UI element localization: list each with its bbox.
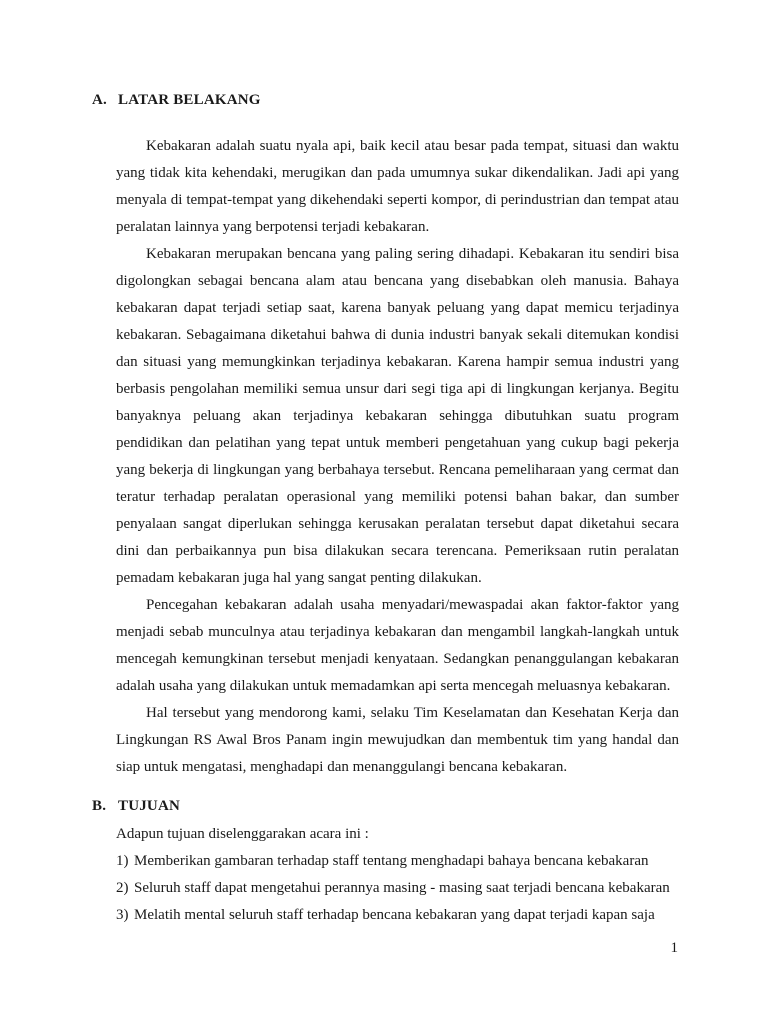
- paragraph: Kebakaran adalah suatu nyala api, baik kecil atau besar pada tempat, situasi dan waktu yang tidak kita kehendaki, merugikan dan pada umumnya sukar dikendalikan. Jadi api yang menyala di tempat-tempat yang dikehendaki seperti kompor, di perindustrian dan tempat atau peralatan lainnya yang berpotensi terjadi kebakaran.: [116, 138, 679, 235]
- section-a-body: [116, 133, 679, 781]
- section-b-body: [116, 821, 696, 929]
- section-b-number: B.: [92, 798, 107, 814]
- paragraph: Hal tersebut yang mendorong kami, selaku Tim Keselamatan dan Kesehatan Kerja dan Lingkungan RS Awal Bros Panam ingin mewujudkan dan membentuk tim yang handal dan siap untuk mengatasi, menghadapi dan menanggulangi bencana kebakaran.: [116, 705, 679, 775]
- section-b-heading: [92, 798, 180, 815]
- section-b-title: TUJUAN: [118, 798, 181, 814]
- page-number: 1: [670, 940, 678, 956]
- list-item-text: Memberikan gambaran terhadap staff tentang menghadapi bahaya bencana kebakaran: [134, 853, 649, 869]
- section-b-intro: Adapun tujuan diselenggarakan acara ini :: [116, 826, 369, 842]
- list-marker: 3): [116, 907, 129, 923]
- list-item-text: Seluruh staff dapat mengetahui perannya masing - masing saat terjadi bencana kebakaran: [134, 880, 670, 896]
- paragraph: Pencegahan kebakaran adalah usaha menyadari/mewaspadai akan faktor-faktor yang menjadi sebab munculnya atau terjadinya kebakaran dan mengambil langkah-langkah untuk mencegah kemungkinan tersebut menjadi kenyataan. Sedangkan penanggulangan kebakaran adalah usaha yang dilakukan untuk memadamkan api serta mencegah meluasnya kebakaran.: [116, 597, 679, 694]
- list-item: [116, 875, 696, 902]
- section-a-title: LATAR BELAKANG: [118, 92, 261, 108]
- list-marker: 1): [116, 853, 129, 869]
- list-item: [116, 902, 696, 929]
- paragraph: Kebakaran merupakan bencana yang paling sering dihadapi. Kebakaran itu sendiri bisa digolongkan sebagai bencana alam atau bencana yang disebabkan oleh manusia. Bahaya kebakaran dapat terjadi setiap saat, karena banyak peluang yang dapat memicu terjadinya kebakaran. Sebagaimana diketahui bahwa di dunia industri banyak sekali ditemukan kondisi dan situasi yang memungkinkan terjadinya kebakaran. Karena hampir semua industri yang berbasis pengolahan memiliki semua unsur dari segi tiga api di lingkungan kerjanya. Begitu banyaknya peluang akan terjadinya kebakaran sehingga dibutuhkan suatu program pendidikan dan pelatihan yang tepat untuk memberi pengetahuan yang cukup bagi pekerja yang bekerja di lingkungan yang berbahaya tersebut. Rencana pemeliharaan yang cermat dan teratur terhadap peralatan operasional yang memiliki potensi bahan bakar, dan sumber penyalaan sangat diperlukan sehingga kerusakan peralatan tersebut dapat diketahui secara dini dan perbaikannya pun bisa dilakukan secara terencana. Pemeriksaan rutin peralatan pemadam kebakaran juga hal yang sangat penting dilakukan.: [116, 246, 679, 586]
- section-a-heading: [92, 92, 261, 109]
- list-item: [116, 848, 696, 875]
- objectives-list: [116, 848, 696, 929]
- list-marker: 2): [116, 880, 129, 896]
- section-a-number: A.: [92, 92, 107, 108]
- list-item-text: Melatih mental seluruh staff terhadap bencana kebakaran yang dapat terjadi kapan saja: [134, 907, 655, 923]
